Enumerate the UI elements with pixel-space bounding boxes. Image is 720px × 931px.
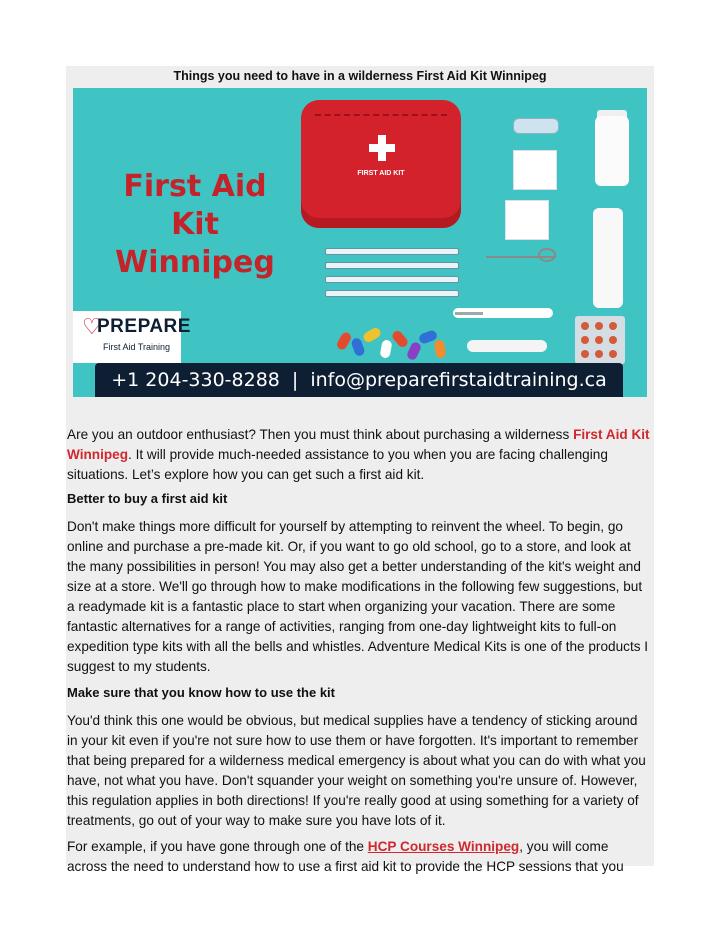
banner-heading: First Aid Kit Winnipeg [115, 169, 275, 280]
pill-bottle-icon [595, 116, 629, 186]
intro-paragraph [67, 425, 651, 485]
document-page [66, 66, 654, 874]
section-paragraph: You'd think this one would be obvious, but medical supplies have a tendency of sticking around in your kit even if you're not sure how to use them or have forgotten. It's important to remember that being prepared for a wilderness medical emergency is about what you can do with what you have, not what you have. Don't squander your weight on something you're unsure of. However, this regulation applies in both directions! If you're really good at using something for a variety of treatments, go out of your way to make sure you have lots of it. [67, 713, 646, 828]
gauze-pad [513, 150, 557, 190]
syringe-icon [325, 262, 459, 269]
syringe-icon [325, 290, 459, 297]
contact-separator: | [291, 369, 299, 391]
hcp-courses-link[interactable]: HCP Courses Winnipeg [367, 839, 520, 854]
pill [434, 339, 447, 358]
ointment-tube-icon [467, 340, 547, 352]
example-text: For example, if you have gone through one of the [67, 839, 368, 854]
blister-pack-icon [575, 316, 625, 364]
example-text-end: , you will come across the need to understand how to use a first aid kit to provide the HCP sessions that you [67, 839, 624, 874]
medical-cross-icon [369, 135, 395, 161]
phone-number: +1 204-330-8288 [111, 369, 280, 391]
thermometer-tip [455, 312, 483, 315]
logo-wordmark: PREPARE [97, 316, 191, 337]
vial-icon [513, 118, 559, 134]
kit-label: FIRST AID KIT [357, 170, 405, 177]
section-heading: Better to buy a first aid kit [67, 491, 228, 506]
spray-bottle-icon [593, 208, 623, 308]
example-paragraph [67, 837, 651, 877]
logo-tagline: First Aid Training [103, 342, 171, 352]
section-heading: Make sure that you know how to use the kit [67, 685, 335, 700]
first-aid-kit-link[interactable]: First Aid Kit Winnipeg [67, 427, 650, 462]
pill [380, 339, 393, 358]
syringe-icon [325, 248, 459, 255]
heart-icon: ♡ [82, 314, 102, 339]
pill [335, 331, 353, 352]
email-address: info@preparefirstaidtraining.ca [310, 369, 607, 391]
intro-text: Are you an outdoor enthusiast? Then you must think about purchasing a wilderness [67, 427, 574, 442]
pills-pile [335, 318, 455, 368]
intro-text-end: . It will provide much-needed assistance to you when you are facing challenging situations. Let’s explore how you can get such a first aid kit. [67, 447, 608, 482]
first-aid-kit-bag [301, 100, 461, 228]
section-paragraph: Don't make things more difficult for yourself by attempting to reinvent the wheel. To begin, go online and purchase a pre-made kit. Or, if you want to go old school, go to a store, and look at the many possibilities in person! You may also get a better understanding of the kit's weight and size at a store. We'll go through how to make modifications in the following few suggestions, but a readymade kit is a fantastic place to start when organizing your vacation. There are some fantastic alternatives for a range of activities, ranging from one-day lightweight kits to full-on expedition type kits with all the bells and whistles. Adventure Medical Kits is one of the products I suggest to my students. [67, 519, 649, 674]
pill [406, 341, 423, 362]
prepare-logo [73, 311, 191, 363]
document-title: Things you need to have in a wilderness First Aid Kit Winnipeg [173, 69, 547, 83]
scissors-icon [486, 256, 556, 274]
banner-image [73, 88, 647, 397]
pill [362, 326, 383, 344]
pill [390, 329, 409, 349]
gauze-pad [505, 200, 549, 240]
contact-bar [95, 363, 623, 397]
article-body [67, 425, 651, 877]
kit-zipper [315, 114, 447, 122]
syringe-icon [325, 276, 459, 283]
